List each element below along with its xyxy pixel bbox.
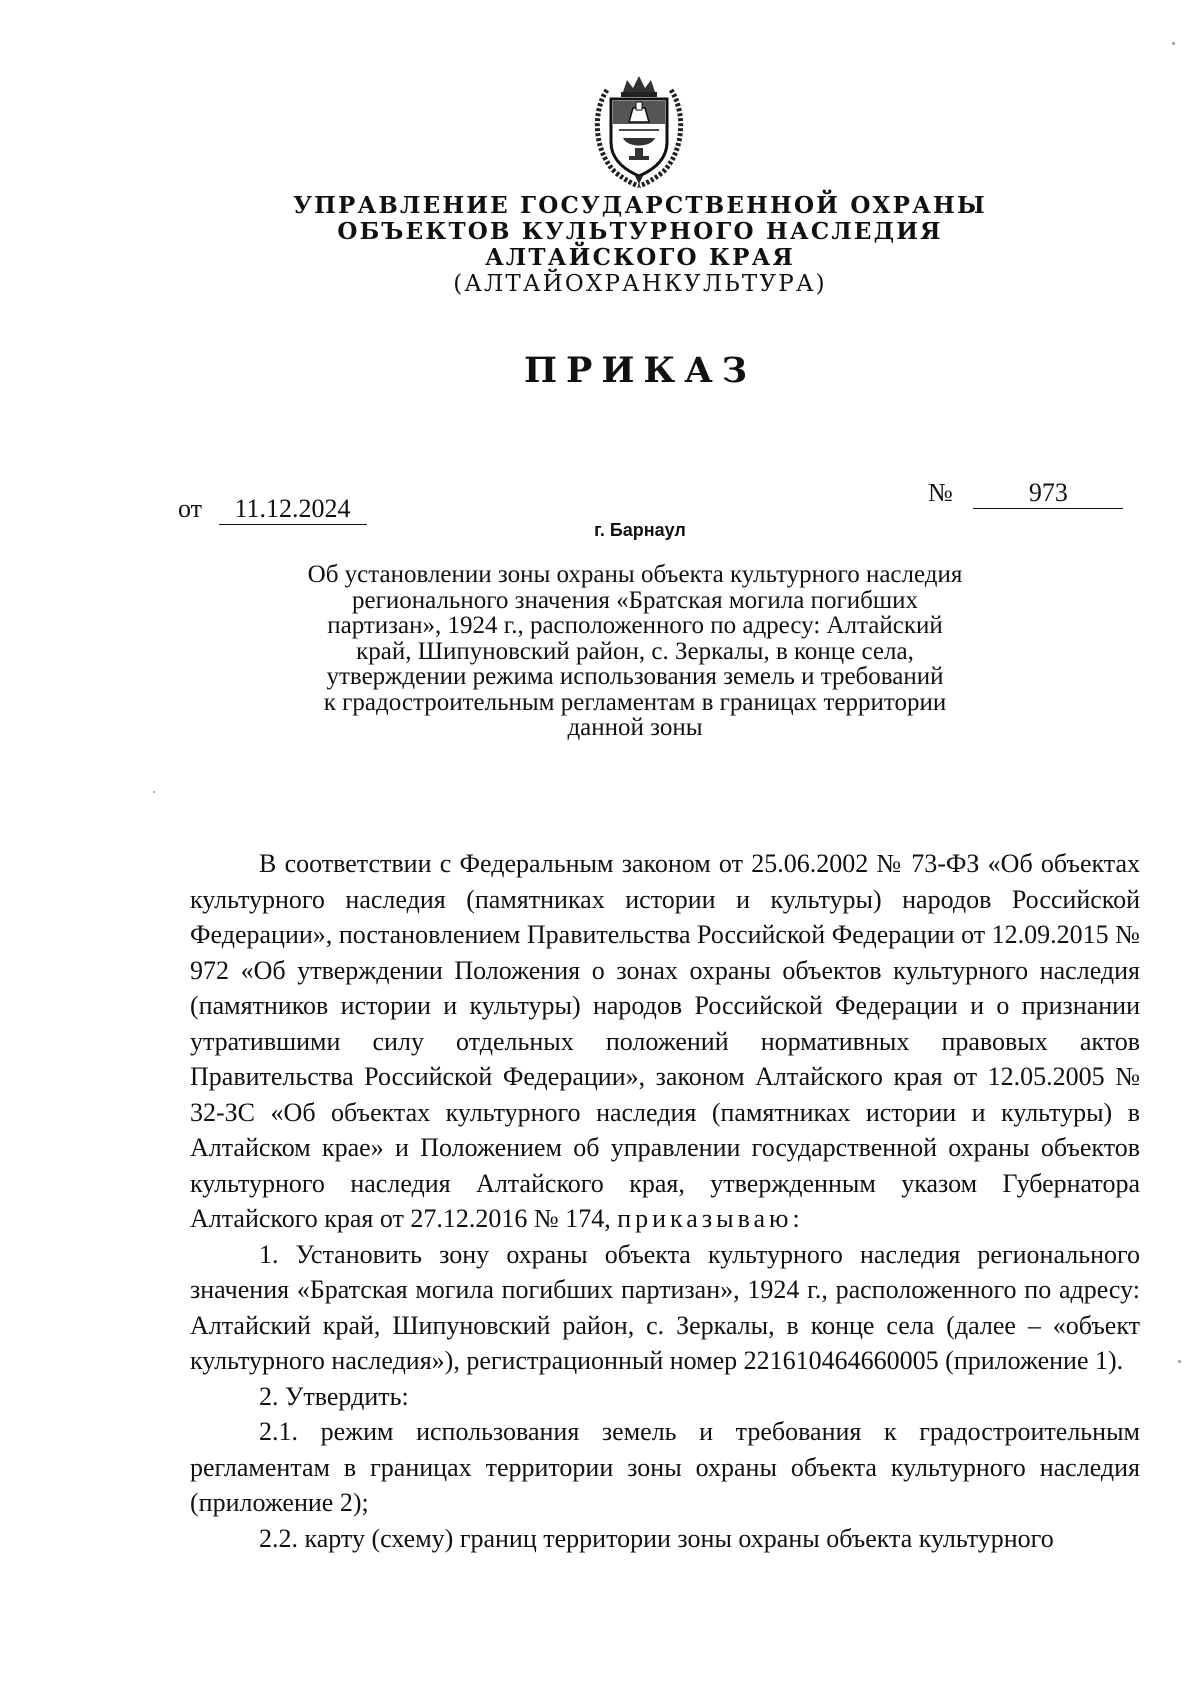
subject-line: партизан», 1924 г., расположенного по адресу: Алтайский <box>327 612 943 639</box>
subject-line: регионального значения «Братская могила погибших <box>352 586 918 614</box>
preamble-paragraph <box>190 846 1140 1237</box>
subject-line: к градостроительным регламентам в границах территории <box>323 688 947 716</box>
subject-line: Об установлении зоны охраны объекта культурного наследия <box>307 561 963 588</box>
date-prefix: от <box>178 494 203 523</box>
item-1: 1. Установить зону охраны объекта культурного наследия регионального значения «Братская могила погибших партизан», 1924 г., расположенного по адресу: Алтайский край, Шипуновский район, с. Зеркалы, в конце села (далее – «объект культурного наследия»), регистрационный номер 221610464660005 (приложение 1). <box>190 1239 1140 1375</box>
subject-block <box>255 562 1015 741</box>
order-word: приказываю: <box>617 1204 804 1233</box>
number-value: 973 <box>973 478 1123 509</box>
scan-speck <box>153 791 155 793</box>
city-label: г. Барнаул <box>594 520 686 540</box>
subject-line: утверждении режима использования земель и требований <box>326 663 944 690</box>
date-value: 11.12.2024 <box>219 494 367 525</box>
subject-line: край, Шипуновский район, с. Зеркалы, в конце села, <box>356 637 914 665</box>
document-body <box>190 846 1140 1556</box>
org-name-line2: ОБЪЕКТОВ КУЛЬТУРНОГО НАСЛЕДИЯ <box>337 218 943 245</box>
org-short-name: (АЛТАЙОХРАНКУЛЬТУРА) <box>453 271 827 297</box>
org-name-line3: АЛТАЙСКОГО КРАЯ <box>484 244 796 271</box>
item-2-2: 2.2. карту (схему) границ территории зоны охраны объекта культурного <box>259 1523 1054 1553</box>
scan-speck <box>1172 42 1175 45</box>
org-name-line1: УПРАВЛЕНИЕ ГОСУДАРСТВЕННОЙ ОХРАНЫ <box>293 192 987 219</box>
document-type-title: ПРИКАЗ <box>523 350 757 391</box>
date-row <box>178 494 367 525</box>
item-2-1: 2.1. режим использования земель и требования к градостроительным регламентам в границах территории зоны охраны объекта культурного наследия (приложение 2); <box>190 1417 1140 1517</box>
item-2: 2. Утвердить: <box>259 1381 409 1411</box>
coat-of-arms-emblem <box>589 72 689 188</box>
number-row <box>928 478 1123 509</box>
scan-speck <box>1178 1360 1181 1363</box>
preamble-text: В соответствии с Федеральным законом от 25.06.2002 № 73-ФЗ «Об объектах культурного наследия (памятниках истории и культуры) народов Российской Федерации», постановлением Правительства Российской Федерации от 12.09.2015 № 972 «Об утверждении Положения о зонах охраны объектов культурного наследия (памятников истории и культуры) народов Российской Федерации и о признании утратившими силу отдельных положений нормативных правовых актов Правительства Российской Федерации», законом Алтайского края от 12.05.2005 № 32-ЗС «Об объектах культурного наследия (памятниках истории и культуры) в Алтайском крае» и Положением об управлении государственной охраны объектов культурного наследия Алтайского края, утвержденным указом Губернатора Алтайского края от 27.12.2016 № 174, <box>190 849 1140 1233</box>
subject-line: данной зоны <box>567 714 703 741</box>
number-prefix: № <box>928 478 953 507</box>
